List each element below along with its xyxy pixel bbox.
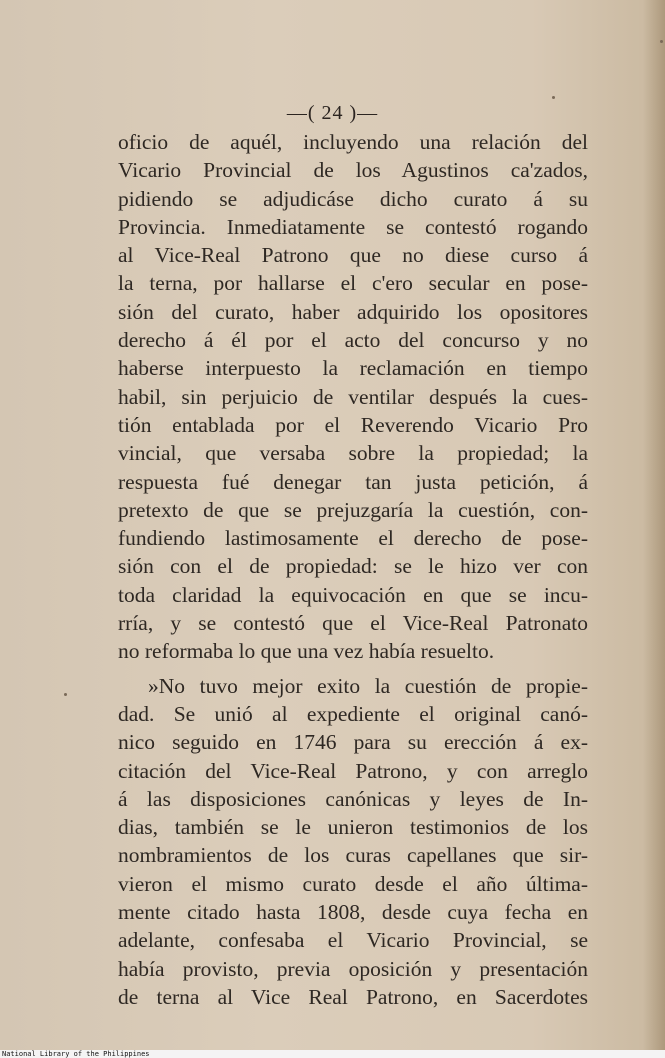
text-line: vincial, que versaba sobre la propiedad; la xyxy=(118,441,588,466)
text-line: sión del curato, haber adquirido los opositores xyxy=(118,299,588,324)
text-line: mente citado hasta 1808, desde cuya fecha en xyxy=(118,900,588,925)
paragraph xyxy=(118,128,588,666)
text-line: rría, y se contestó que el Vice-Real Patronato xyxy=(118,611,588,636)
text-line: pretexto de que se prejuzgaría la cuestión, con- xyxy=(118,497,588,522)
text-line: sión con el de propiedad: se le hizo ver con xyxy=(118,554,588,579)
text-line: nombramientos de los curas capellanes que sir- xyxy=(118,843,588,868)
text-line: derecho á él por el acto del concurso y no xyxy=(118,328,588,353)
text-line: tión entablada por el Reverendo Vicario Pro xyxy=(118,412,588,437)
text-line: la terna, por hallarse el c'ero secular en pose- xyxy=(118,271,588,296)
page-edge-shadow xyxy=(643,0,665,1050)
library-credit: National Library of the Philippines xyxy=(2,1050,150,1058)
text-line: oficio de aquél, incluyendo una relación del xyxy=(118,130,588,154)
footer-bar xyxy=(0,1050,665,1058)
text-line: Provincia. Inmediatamente se contestó rogando xyxy=(118,214,588,239)
text-line: había provisto, previa oposición y presentación xyxy=(118,956,588,981)
text-line: citación del Vice-Real Patrono, y con arreglo xyxy=(118,758,588,783)
text-line: pidiendo se adjudicáse dicho curato á su xyxy=(118,186,588,211)
text-line: habil, sin perjuicio de ventilar después la cues- xyxy=(118,384,588,409)
text-line: al Vice-Real Patrono que no diese curso á xyxy=(118,243,588,268)
text-line: nico seguido en 1746 para su erección á ex- xyxy=(118,730,588,755)
text-line: fundiendo lastimosamente el derecho de pose- xyxy=(118,526,588,551)
paper-speck xyxy=(552,96,555,99)
text-line: á las disposiciones canónicas y leyes de In- xyxy=(118,786,588,811)
page-number-header: —( 24 )— xyxy=(286,102,379,124)
body-text xyxy=(118,128,588,1011)
text-line: Vicario Provincial de los Agustinos ca'zados, xyxy=(118,158,588,183)
paper-speck xyxy=(64,693,67,696)
text-line: »No tuvo mejor exito la cuestión de propie- xyxy=(148,673,588,698)
text-line: toda claridad la equivocación en que se incu- xyxy=(118,582,588,607)
text-line: de terna al Vice Real Patrono, en Sacerdotes xyxy=(118,984,588,1009)
text-line: respuesta fué denegar tan justa petición, á xyxy=(118,469,588,494)
text-line: vieron el mismo curato desde el año última- xyxy=(118,871,588,896)
paper-speck xyxy=(660,40,663,43)
text-line: dias, también se le unieron testimonios de los xyxy=(118,815,588,840)
text-line: haberse interpuesto la reclamación en tiempo xyxy=(118,356,588,381)
text-line: no reformaba lo que una vez había resuelto. xyxy=(118,639,495,664)
text-line: dad. Se unió al expediente el original canó- xyxy=(118,701,588,726)
paragraph xyxy=(118,672,588,1012)
text-line: adelante, confesaba el Vicario Provincial, se xyxy=(118,928,588,953)
